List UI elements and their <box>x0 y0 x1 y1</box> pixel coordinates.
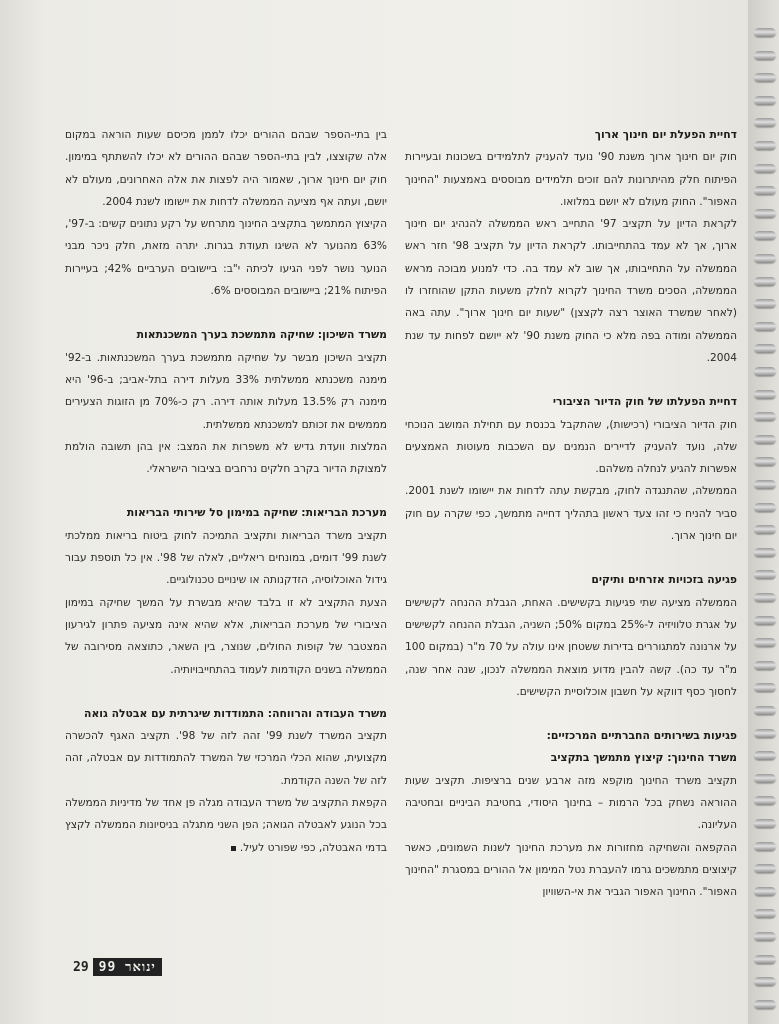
section-gap <box>405 703 737 725</box>
paragraph: הקפאת התקציב של משרד העבודה מגלה פן אחד של מדיניות הממשלה בכל הנוגע לאבטלה הגואה; הפן השני מתגלה בניסיונות הממשלה לקצץ בדמי האבטלה, כפי שפורט לעיל. <box>65 797 387 854</box>
page-footer <box>73 958 162 976</box>
section-heading: משרד השיכון: שחיקה מתמשכת בערך המשכנתאות <box>136 328 387 342</box>
issue-label: ינואר 99 <box>93 958 162 976</box>
section-gap <box>65 302 387 324</box>
spiral-ring <box>754 457 776 466</box>
spiral-ring <box>754 616 776 625</box>
spiral-ring <box>754 412 776 421</box>
spiral-ring <box>754 231 776 240</box>
section-heading: דחיית הפעלת יום חינוך ארוך <box>594 128 737 141</box>
paragraph: ההקפאה והשחיקה מחזורות את מערכת החינוך לשנות השמונים, כאשר קיצוצים מתמשכים גרמו להעברת נטל המימון אל ההורים במסגרת "החינוך האפור". החינוך האפור הגביר את אי-השוויון <box>405 841 737 899</box>
spiral-ring <box>754 593 776 602</box>
paragraph: חוק הדיור הציבורי (רכישות), שהתקבל בכנסת עם תחילת המושב הנוכחי שלה, נועד להעניק לדיירים הנמנים עם השכבות מעוטות האמצעים אפשרות להגיע לנחלה משלהם. <box>405 418 737 476</box>
spiral-ring <box>754 661 776 670</box>
spiral-ring <box>754 141 776 150</box>
spiral-ring <box>754 842 776 851</box>
paragraph: הממשלה, שהתנגדה לחוק, מבקשת עתה לדחות את יישומו לשנת 2001. סביר להניח כי זהו צעד ראשון בתהליך דחייה מתמשך, כפי שקרה עם חוק יום חינוך ארוך. <box>405 485 737 543</box>
spiral-ring <box>754 864 776 873</box>
paragraph: לקראת הדיון על תקציב 97' התחייב ראש הממשלה להנהיג יום חינוך ארוך, אך לא עמד בהתחייבותו. לקראת הדיון על תקציב 98' חזר ראש הממשלה על התחייבותו, אך שוב לא עמד בה. כדי למנוע מבוכה מראש הממשלה, הסכים משרד החינוך לקרוא לחלק משעות התקן שהוחזרו לו (לאחר שמשרד האוצר רצה לקצצן) "שעות יום חינוך ארוך". עתה באה הממשלה ומודה בפה מלא כי החוק משנת 90' לא ייושם לפחות עד שנת 2004. <box>405 218 737 364</box>
spiral-ring <box>754 683 776 692</box>
spiral-ring <box>754 186 776 195</box>
spiral-ring <box>754 96 776 105</box>
spiral-ring <box>754 322 776 331</box>
section-heading: משרד החינוך: קיצוץ מתמשך בתקציב <box>550 751 737 765</box>
spiral-ring <box>754 118 776 127</box>
spiral-ring <box>754 977 776 986</box>
spiral-ring <box>754 1000 776 1009</box>
paragraph: הקיצוץ המתמשך בתקציב החינוך מתרחש על רקע נתונים קשים: ב-97', 63% מהנוער לא השיגו תעודת בגרות. יתרה מזאת, חלק ניכר מבני הנוער נושר לפני הגיעו לכיתה י"ב: ביישובים הערביים 42%; בעיירות הפיתוח 21%; ביישובים המבוססים 6%. <box>65 218 387 298</box>
spiral-ring <box>754 525 776 534</box>
paragraph: בין בתי-הספר שבהם ההורים יכלו לממן מכיסם שעות הוראה במקום אלה שקוצצו, לבין בתי-הספר שבהם ההורים לא יכלו להשתתף במימון. חוק יום חינוך ארוך, שאמור היה לפצות את אלה האחרונים, מעולם לא יושם, ועתה אף מציעה הממשלה לדחות את יישומו לשנת 2004. <box>65 129 387 208</box>
paragraph: תקציב המשרד לשנת 99' זהה לזה של 98'. תקציב האגף להכשרה מקצועית, שהוא הכלי המרכזי של המשרד להתמודדות עם אבטלה, זהה לזה של השנה הקודמת. <box>65 730 387 787</box>
spiral-ring <box>754 932 776 941</box>
spiral-ring <box>754 819 776 828</box>
paragraph: תקציב השיכון מבשר על שחיקה מתמשכת בערך המשכנתאות. ב-92' מימנה משכנתא ממשלתית 33% מעלות דירה בתל-אביב; ב-96' היא מימנה רק 13.5% מעלות אותה דירה. רק כ-70% מן הזוגות הצעירים מממשים את זכותם למשכנתא ממשלתית. <box>65 351 387 431</box>
spiral-ring <box>754 277 776 286</box>
spiral-ring <box>754 51 776 60</box>
left-column <box>65 124 387 859</box>
spiral-ring <box>754 796 776 805</box>
section-gap <box>65 480 387 502</box>
right-column <box>405 124 737 904</box>
spiral-ring <box>754 887 776 896</box>
spiral-ring <box>754 435 776 444</box>
section-heading: פגיעה בזכויות אזרחים ותיקים <box>591 573 737 587</box>
paragraph: הצעת התקציב לא זו בלבד שהיא מבשרת על המשך שחיקה במימון הציבורי של מערכת הבריאות, אלא שהיא אינה מציעה פתרון לגירעון המצטבר של קופות החולים, שנוצר, בין השאר, כתוצאה מסירובה של הממשלה בשנים הקודמות לעמוד בהתחייבויותיה. <box>65 596 387 676</box>
section-heading: דחיית הפעלתו של חוק הדיור הציבורי <box>552 395 737 409</box>
spiral-ring <box>754 209 776 218</box>
section-gap <box>405 547 737 569</box>
spiral-ring <box>754 729 776 738</box>
spiral-ring <box>754 480 776 489</box>
paragraph: תקציב משרד החינוך מוקפא מזה ארבע שנים ברציפות. תקציב שעות ההוראה נשחק בכל הרמות – בחינוך היסודי, בחטיבת הביניים ובחטיבה העליונה. <box>405 774 737 832</box>
spiral-ring <box>754 164 776 173</box>
paragraph: תקציב משרד הבריאות ותקציב התמיכה לחוק ביטוח בריאות ממלכתי לשנת 99' דומים, במונחים ריאליים, לאלה של 98'. אין כל תוספת עבור גידול האוכלוסיה, הזדקנותה או שינויים טכנולוגיים. <box>65 529 387 587</box>
section-gap <box>65 681 387 703</box>
spiral-ring <box>754 299 776 308</box>
section-heading: מערכת הבריאות: שחיקה במימון סל שירותי הבריאות <box>126 506 387 520</box>
page-number: 29 <box>73 959 89 975</box>
spiral-ring <box>754 955 776 964</box>
spiral-ring <box>754 28 776 37</box>
section-heading: משרד העבודה והרווחה: התמודדות שיגרתית עם אבטלה גואה <box>84 706 387 720</box>
spiral-ring <box>754 73 776 82</box>
paragraph: חוק יום חינוך ארוך משנת 90' נועד להעניק לתלמידים בשכונות ובעיירות הפיתוח חלק מהיתרונות להם זוכים תלמידים מבוססים באמצעות "החינוך האפור". החוק מעולם לא יושם במלואו. <box>405 151 737 208</box>
section-heading: פגיעות בשירותים החברתיים המרכזיים: <box>546 729 737 743</box>
spiral-ring <box>754 751 776 760</box>
spiral-ring <box>754 503 776 512</box>
spiral-ring <box>754 390 776 399</box>
spiral-ring <box>754 344 776 353</box>
end-of-article-mark <box>231 846 236 851</box>
spiral-ring <box>754 570 776 579</box>
spiral-ring <box>754 706 776 715</box>
spiral-ring <box>754 638 776 647</box>
spiral-ring <box>754 909 776 918</box>
spiral-ring <box>754 254 776 263</box>
paragraph: המלצות וועדת גדיש לא משפרות את המצב: אין בהן תשובה הולמת למצוקת הדיור בקרב חלקים נרחבים בציבור הישראלי. <box>65 440 387 476</box>
spiral-ring <box>754 548 776 557</box>
section-gap <box>405 369 737 391</box>
paragraph: הממשלה מציעה שתי פגיעות בקשישים. האחת, הגבלת ההנחה לקשישים על אגרת טלוויזיה ל-25% במקום 50%; השניה, הגבלת ההנחה לקשישים על ארנונה למתגוררים בדירות ששטחן אינו עולה על 70 מ"ר (במקום 100 מ"ר עד כה). קשה להבין מדוע מוצאת הממשלה לנכון, שנה אחר שנה, לחסוך כסף דווקא על חשבון אוכלוסיית הקשישים. <box>405 596 737 698</box>
spiral-ring <box>754 367 776 376</box>
spiral-ring <box>754 774 776 783</box>
